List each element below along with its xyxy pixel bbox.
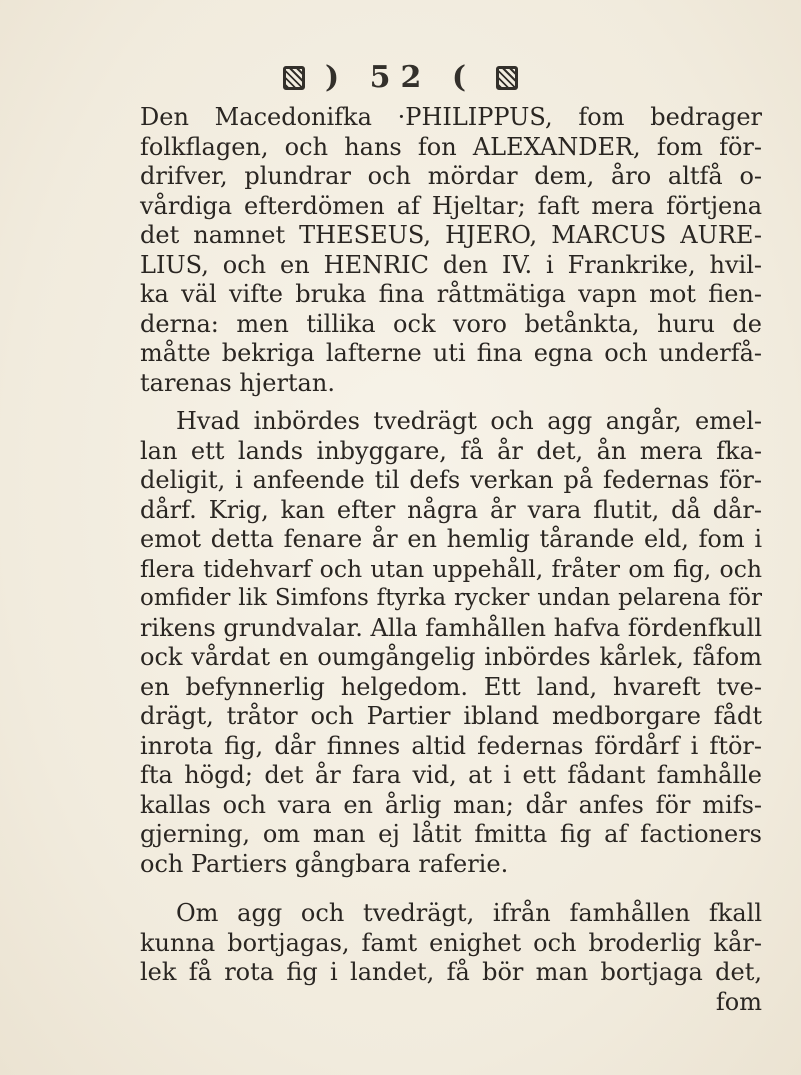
text-line: LIUS, och en HENRIC den IV. i Frankrike, hvil- xyxy=(140,250,762,279)
page-header xyxy=(0,60,801,95)
text-line: ock vårdat en oumgångelig inbördes kårlek, fåfom xyxy=(140,643,762,671)
text-line: Hvad inbördes tvedrägt och agg angår, emel- xyxy=(176,407,762,435)
text-line: folkflagen, och hans fon ALEXANDER, fom för- xyxy=(140,132,762,161)
text-line: flera tidehvarf och utan uppehåll, fråter om fig, och xyxy=(140,554,762,583)
text-line: drägt, tråtor och Partier ibland medborgare fådt xyxy=(140,702,762,730)
paragraph-3 xyxy=(140,899,762,988)
text-line: kunna bortjagas, famt enighet och broderlig kår- xyxy=(140,928,762,957)
text-line: det namnet THESEUS, HJERO, MARCUS AURE- xyxy=(140,221,762,249)
text-line: vårdiga efterdömen af Hjeltar; faft mera förtjena xyxy=(140,191,762,220)
text-line: lan ett lands inbyggare, få år det, ån mera fka- xyxy=(140,436,762,465)
text-line: en befynnerlig helgedom. Ett land, hvareft tve- xyxy=(140,672,762,701)
text-line: ka väl vifte bruka fina råttmätiga vapn mot fien- xyxy=(140,280,762,308)
catchword: fom xyxy=(715,987,762,1016)
text-line: derna: men tillika ock voro betånkta, huru de xyxy=(140,309,762,338)
text-line: inrota fig, dår finnes altid federnas fördårf i ftör- xyxy=(140,731,762,760)
text-line: och Partiers gångbara raferie. xyxy=(140,849,509,878)
text-line: fta högd; det år fara vid, at i ett fådant famhålle xyxy=(140,761,762,789)
text-line: Om agg och tvedrägt, ifrån famhållen fkall xyxy=(176,899,762,927)
body-text xyxy=(140,103,762,1017)
text-line: lek få rota fig i landet, få bör man bortjaga det, xyxy=(140,958,762,986)
text-line: dårf. Krig, kan efter några år vara flutit, då dår- xyxy=(140,495,762,524)
text-line: måtte bekriga lafterne uti fina egna och underfå- xyxy=(140,339,762,367)
text-line: omfider lik Simfons ftyrka rycker undan pelarena för xyxy=(140,585,762,611)
text-line: tarenas hjertan. xyxy=(140,368,335,397)
text-line: kallas och vara en årlig man; dår anfes för mifs- xyxy=(140,790,762,819)
text-line: emot detta fenare år en hemlig tårande eld, fom i xyxy=(140,525,762,553)
text-line: gjerning, om man ej låtit fmitta fig af factioners xyxy=(140,820,762,848)
paragraph-1 xyxy=(140,103,762,398)
header-right-bracket: ( xyxy=(451,60,477,95)
paragraph-2 xyxy=(140,407,762,879)
text-line: drifver, plundrar och mördar dem, åro altfå o- xyxy=(140,162,762,190)
page-number: 52 xyxy=(369,60,432,95)
right-ornament-icon xyxy=(496,66,518,90)
left-ornament-icon xyxy=(283,66,305,90)
text-line: deligit, i anfeende til defs verkan på federnas för- xyxy=(140,466,762,494)
text-line: rikens grundvalar. Alla famhållen hafva fördenfkull xyxy=(140,613,762,642)
text-line: Den Macedonifka ·PHILIPPUS, fom bedrager xyxy=(140,103,762,131)
header-left-bracket: ) xyxy=(324,60,350,95)
